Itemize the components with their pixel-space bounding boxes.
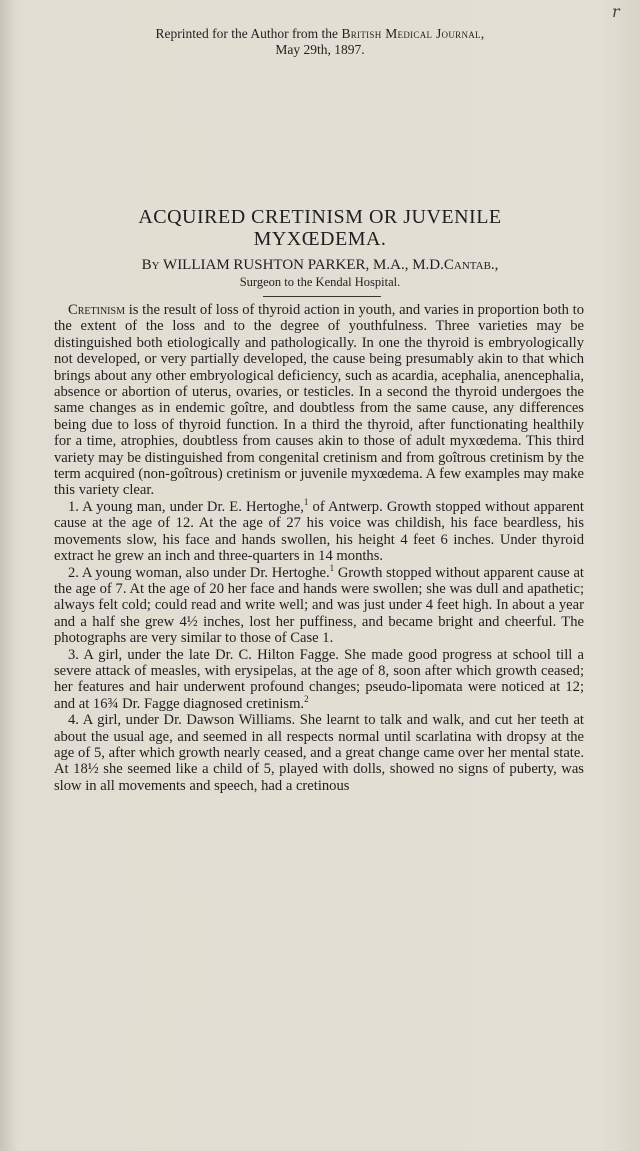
author-affiliation: Surgeon to the Kendal Hospital. [239,275,401,289]
footnote-ref: 1 [303,497,309,508]
title-line-2: MYXŒDEMA. [253,228,387,250]
intro-paragraph [54,302,584,499]
footnote-ref: 2 [304,693,309,704]
case-2-paragraph [54,562,584,647]
intro-lead-word: Cretinism [68,302,125,318]
title-line-1: ACQUIRED CRETINISM OR JUVENILE [138,206,502,228]
journal-name: British Medical Journal, [341,26,485,41]
reprint-line-1 [0,26,640,42]
divider-rule [263,296,381,297]
footnote-ref: 1 [329,562,335,573]
article-body [54,302,584,794]
corner-mark: r [612,2,620,21]
case-2-text-b: Growth stopped without apparent cause at the age of 7. At the age of 20 her face and hands were swollen; she was dull and apathetic; always felt cold; could read and write well; and was just under 4 feet high. In about a year and a half she grew 4½ inches, lost her puffiness, and became bright and cheerful. The photographs are very similar to those of Case 1. [54,564,584,647]
case-2-text-a: 2. A young woman, also under Dr. Hertoghe. [68,564,330,581]
case-3-text: 3. A girl, under the late Dr. C. Hilton Fagge. She made good progress at school till a severe attack of measles, with erysipelas, at the age of 8, soon after which growth ceased; her features and hair underwent profound changes; pseudo-lipomata were noticed at 12; and at 16¾ Dr. Fagge diagnosed cretinism. [54,646,584,712]
case-4-paragraph: 4. A girl, under Dr. Dawson Williams. She learnt to talk and walk, and cut her teeth at about the usual age, and seemed in all respects normal until scarlatina with dropsy at the age of 5, after which growth nearly ceased, and a great change came over her mental state. At 18½ she seemed like a child of 5, played with dolls, showed no signs of puberty, was slow in all movements and speech, had a cretinous [54,712,584,794]
case-1-paragraph [54,499,584,565]
case-3-paragraph [54,647,584,713]
intro-text: is the result of loss of thyroid action in youth, and varies in proportion both to the extent of the loss and to the degree of youthfulness. Three varieties may be distinguished both etiologically and pathologically. In one the thyroid is embryologically not developed, or very partially developed, the cause being presumably akin to that which brings about any other embryological deficiency, such as acardia, acephalia, anencephalia, absence or abortion of uterus, ovaries, or testicles. In a second the thyroid undergoes the same changes as in endemic goître, and doubtless from the same cause, any differences being due to loss of thyroid function. In a third the thyroid, after functionating healthily for a time, atrophies, doubtless from causes akin to those of adult myxœdema. This third variety may be distinguished from congenital cretinism and from goîtrous cretinism by the term acquired (non-goîtrous) cretinism or juvenile myxœdema. A few examples may make this variety clear. [54,302,584,499]
author-name: WILLIAM RUSHTON PARKER, M.A., M.D. [163,257,444,273]
article-title [0,206,640,250]
reprint-date: May 29th, 1897. [275,42,365,57]
author-degree: Cantab., [443,257,499,273]
reprint-notice [0,26,640,58]
byline [0,256,640,274]
byline-by: By [141,257,160,273]
reprint-prefix: Reprinted for the Author from the [155,26,342,41]
case-1-text-b: of Antwerp. Growth stopped without apparent cause at the age of 12. At the age of 27 his voice was childish, his face beardless, his movements slow, his face and hands swollen, his height 4 feet 6 inches. Under thyroid extract he grew an inch and three-quarters in 14 months. [54,498,584,565]
case-1-text-a: 1. A young man, under Dr. E. Hertoghe, [68,498,304,515]
